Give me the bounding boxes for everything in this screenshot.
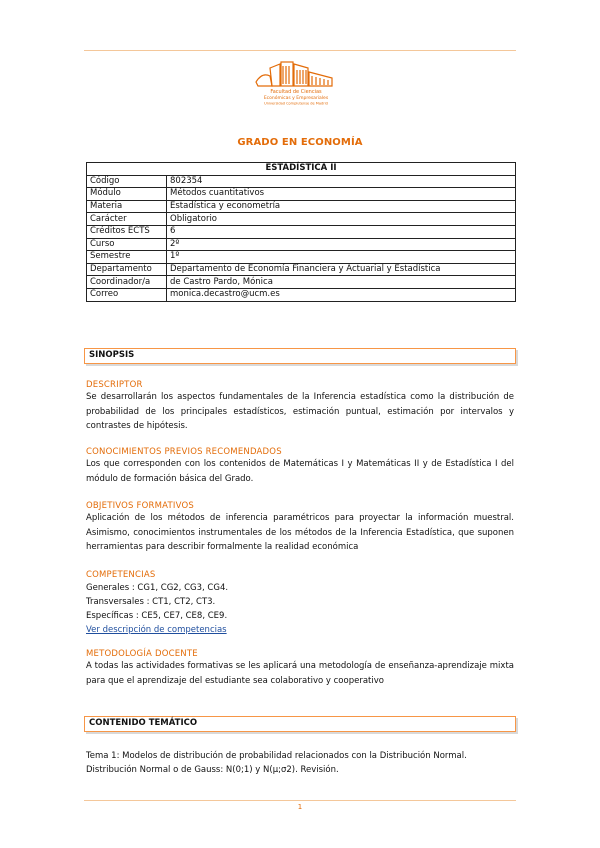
row-value: Obligatorio [167,213,516,226]
table-row [87,251,516,264]
row-value: 802354 [167,175,516,188]
row-value: 6 [167,225,516,238]
header-rule [84,50,516,51]
row-key: Curso [87,238,167,251]
course-name: ESTADÍSTICA II [87,163,516,176]
table-row [87,213,516,226]
row-value: monica.decastro@ucm.es [167,288,516,301]
row-value: Departamento de Economía Financiera y Actuarial y Estadística [167,263,516,276]
descriptor-title: DESCRIPTOR [86,380,143,390]
table-row [87,263,516,276]
row-key: Carácter [87,213,167,226]
row-value: 2º [167,238,516,251]
table-row [87,288,516,301]
competencias-link[interactable]: Ver descripción de competencias [86,625,227,635]
row-key: Módulo [87,188,167,201]
row-key: Coordinador/a [87,276,167,289]
sinopsis-heading: SINOPSIS [84,348,516,364]
course-info-table [86,162,516,302]
competencias-transversales: Transversales : CT1, CT2, CT3. [86,597,216,607]
contenido-heading: CONTENIDO TEMÁTICO [84,716,516,732]
competencias-title: COMPETENCIAS [86,570,156,580]
row-value: Métodos cuantitativos [167,188,516,201]
row-key: Materia [87,200,167,213]
table-row [87,225,516,238]
row-value: de Castro Pardo, Mónica [167,276,516,289]
table-row [87,238,516,251]
previos-text: Los que corresponden con los contenidos de Matemáticas I y Matemáticas II y de Estadística I del módulo de formación básica del Grado. [86,459,514,484]
competencias-especificas: Específicas : CE5, CE7, CE8, CE9. [86,611,228,621]
previos-title: CONOCIMIENTOS PREVIOS RECOMENDADOS [86,447,282,457]
metodologia-title: METODOLOGÍA DOCENTE [86,649,198,659]
tema1-line2: Distribución Normal o de Gauss: N(0;1) y N(μ;σ2). Revisión. [86,765,339,775]
faculty-logo-graphic [252,58,338,106]
row-key: Semestre [87,251,167,264]
table-row [87,188,516,201]
table-row [87,276,516,289]
logo-text-line3: Universidad Complutense de Madrid [264,101,328,106]
row-key: Créditos ECTS [87,225,167,238]
degree-title: GRADO EN ECONOMÍA [237,137,363,148]
row-value: 1º [167,251,516,264]
table-row [87,175,516,188]
logo-text-line1: Facultad de Ciencias [270,89,322,95]
row-key: Código [87,175,167,188]
row-key: Correo [87,288,167,301]
logo-text-line2: Económicas y Empresariales [263,96,329,101]
row-key: Departamento [87,263,167,276]
page-number: 1 [297,803,303,811]
table-row [87,200,516,213]
objetivos-title: OBJETIVOS FORMATIVOS [86,501,194,511]
competencias-generales: Generales : CG1, CG2, CG3, CG4. [86,583,229,593]
metodologia-text: A todas las actividades formativas se les aplicará una metodología de enseñanza-aprendizaje mixta para que el aprendizaje del estudiante sea colaborativo y cooperativo [86,661,514,686]
row-value: Estadística y econometría [167,200,516,213]
descriptor-text: Se desarrollarán los aspectos fundamentales de la Inferencia estadística como la distribución de probabilidad de los principales estadísticos, estimación puntual, estimación por intervalos y contrastes de hipótesis. [86,392,514,432]
tema1-line1: Tema 1: Modelos de distribución de probabilidad relacionados con la Distribución Normal. [86,751,467,761]
objetivos-text: Aplicación de los métodos de inferencia paramétricos para proyectar la información muestral. Asimismo, conocimientos instrumentales de los métodos de la Inferencia Estadística, que suponen herramientas para describir formalmente la realidad económica [86,513,514,553]
footer-rule [84,800,516,801]
faculty-logo [252,58,338,106]
